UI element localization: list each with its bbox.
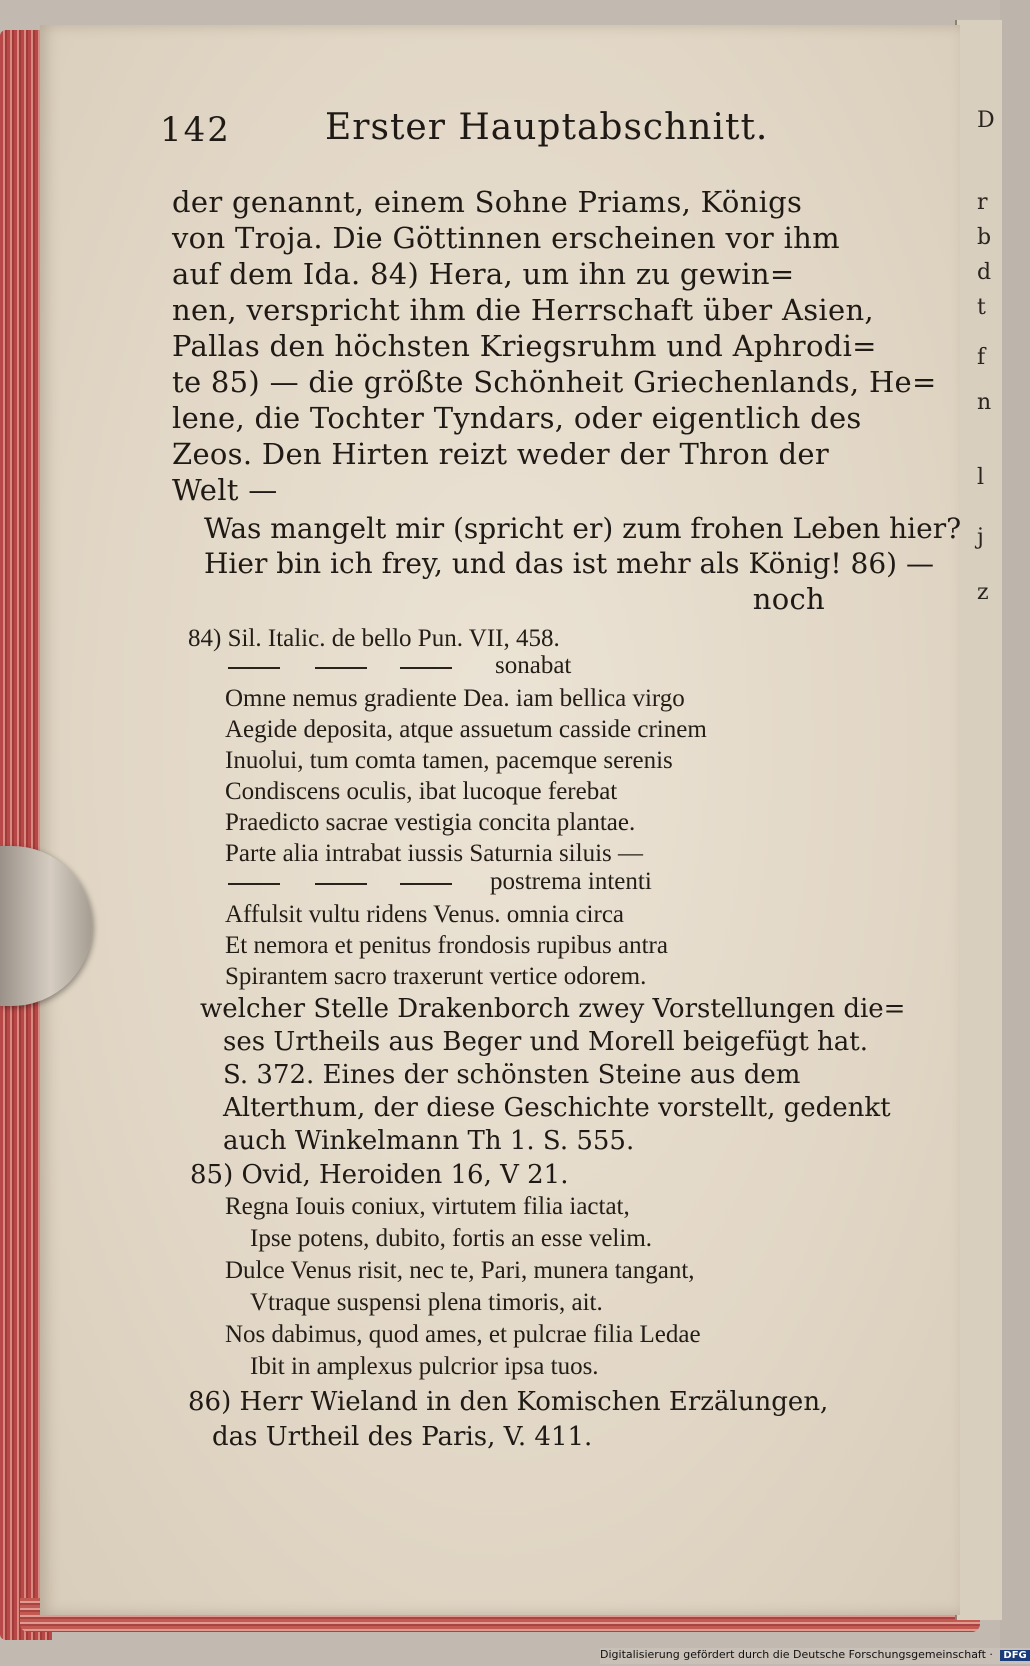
- footnote-84-verse: Omne nemus gradiente Dea. iam bellica virgo: [225, 685, 685, 712]
- footnote-84-verse: Inuolui, tum comta tamen, pacemque serenis: [225, 747, 673, 774]
- footnote-84-commentary: ses Urtheils aus Beger und Morell beigefügt hat.: [223, 1027, 869, 1057]
- book-page: [40, 25, 960, 1615]
- footnote-86: das Urtheil des Paris, V. 411.: [212, 1422, 593, 1452]
- body-line: nen, verspricht ihm die Herrschaft über Asien,: [172, 293, 874, 327]
- footnote-84-label: 84) Sil. Italic. de bello Pun. VII, 458.: [188, 625, 560, 652]
- body-line: der genannt, einem Sohne Priams, Königs: [172, 185, 803, 219]
- footnote-84-commentary: welcher Stelle Drakenborch zwey Vorstellungen die=: [200, 994, 906, 1024]
- body-line: Zeos. Den Hirten reizt weder der Thron der: [172, 437, 830, 471]
- facing-page-letter: j: [977, 525, 984, 550]
- facing-page-letter: D: [977, 108, 995, 133]
- body-line: te 85) — die größte Schönheit Griechenlands, He=: [172, 365, 937, 399]
- footnote-85-verse: Regna Iouis coniux, virtutem filia iactat,: [225, 1193, 630, 1220]
- running-title: Erster Hauptabschnitt.: [325, 107, 769, 148]
- omission-dash: [315, 883, 367, 885]
- facing-page-letter: n: [977, 390, 992, 415]
- body-line: lene, die Tochter Tyndars, oder eigentlich des: [172, 401, 862, 435]
- omission-dash: [315, 667, 367, 669]
- body-line: Pallas den höchsten Kriegsruhm und Aphrodi=: [172, 329, 877, 363]
- facing-page-letter: z: [977, 580, 989, 605]
- page-number: 142: [160, 110, 231, 150]
- footer-text: Digitalisierung gefördert durch die Deutsche Forschungsgemeinschaft ·: [600, 1648, 993, 1661]
- facing-page-strip: [955, 20, 1002, 1620]
- footnote-84-verse: Affulsit vultu ridens Venus. omnia circa: [225, 901, 625, 928]
- verse-line: Hier bin ich frey, und das ist mehr als König! 86) —: [204, 547, 934, 580]
- footnote-84-sonabat: sonabat: [495, 652, 572, 679]
- omission-dash: [228, 667, 280, 669]
- footnote-84-postrema: postrema intenti: [490, 868, 652, 895]
- footnote-85-label: 85) Ovid, Heroiden 16, V 21.: [190, 1160, 569, 1190]
- footnote-84-commentary: S. 372. Eines der schönsten Steine aus dem: [223, 1060, 801, 1090]
- body-line: von Troja. Die Göttinnen erscheinen vor ihm: [172, 221, 840, 255]
- footnote-84-verse: Et nemora et penitus frondosis rupibus antra: [225, 932, 668, 959]
- footnote-84-verse: Condiscens oculis, ibat lucoque ferebat: [225, 778, 618, 805]
- verse-line: Was mangelt mir (spricht er) zum frohen Leben hier?: [204, 512, 962, 545]
- facing-page-letter: d: [977, 260, 992, 285]
- footnote-85-verse: Vtraque suspensi plena timoris, ait.: [250, 1289, 603, 1316]
- catchword: noch: [752, 582, 825, 616]
- footnote-85-verse: Dulce Venus risit, nec te, Pari, munera tangant,: [225, 1257, 695, 1284]
- footnote-85-verse: Ipse potens, dubito, fortis an esse velim.: [250, 1225, 653, 1252]
- facing-page-letter: l: [977, 465, 985, 490]
- footnote-84-commentary: Alterthum, der diese Geschichte vorstellt, gedenkt: [223, 1093, 891, 1123]
- omission-dash: [400, 667, 452, 669]
- footnote-86: 86) Herr Wieland in den Komischen Erzälungen,: [188, 1387, 829, 1417]
- omission-dash: [228, 883, 280, 885]
- body-line: Welt —: [172, 473, 278, 507]
- digitization-footer: [600, 1648, 1030, 1664]
- facing-page-letter: t: [977, 295, 986, 320]
- facing-page-letter: b: [977, 225, 992, 250]
- dfg-logo: DFG: [1000, 1650, 1029, 1661]
- facing-page-letter: r: [977, 190, 988, 215]
- footnote-84-verse: Aegide deposita, atque assuetum casside crinem: [225, 716, 707, 743]
- body-line: auf dem Ida. 84) Hera, um ihn zu gewin=: [172, 257, 795, 291]
- footnote-85-verse: Ibit in amplexus pulcrior ipsa tuos.: [250, 1353, 599, 1380]
- facing-page-letter: f: [977, 345, 986, 370]
- footnote-84-verse: Praedicto sacrae vestigia concita plantae.: [225, 809, 636, 836]
- footnote-85-verse: Nos dabimus, quod ames, et pulcrae filia Ledae: [225, 1321, 701, 1348]
- footnote-84-verse: Parte alia intrabat iussis Saturnia siluis —: [225, 840, 643, 867]
- omission-dash: [400, 883, 452, 885]
- footnote-84-commentary: auch Winkelmann Th 1. S. 555.: [223, 1126, 635, 1156]
- footnote-84-verse: Spirantem sacro traxerunt vertice odorem.: [225, 963, 647, 990]
